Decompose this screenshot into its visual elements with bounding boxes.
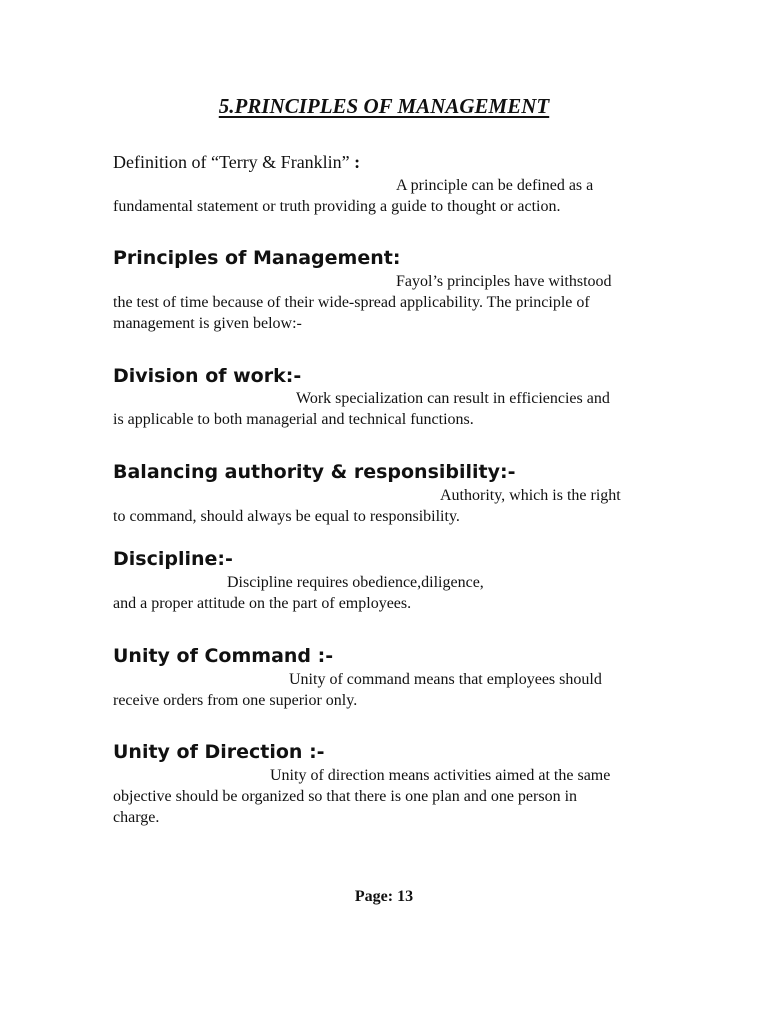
section-line: is applicable to both managerial and technical functions. — [113, 411, 474, 428]
page-title: 5.PRINCIPLES OF MANAGEMENT — [218, 94, 550, 118]
definition-line: fundamental statement or truth providing a guide to thought or action. — [113, 198, 561, 215]
section-line: Work specialization can result in efficiencies and — [296, 390, 610, 407]
section-line: management is given below:- — [113, 315, 302, 332]
definition-heading-colon: : — [354, 152, 361, 172]
section-line: to command, should always be equal to responsibility. — [113, 508, 460, 525]
section-line: objective should be organized so that there is one plan and one person in — [113, 788, 578, 805]
section-line: Unity of direction means activities aimed at the same — [270, 767, 611, 784]
section-line: charge. — [113, 809, 160, 826]
section-heading-principles: Principles of Management: — [113, 247, 401, 269]
section-line: Authority, which is the right — [440, 487, 621, 504]
page-number: Page: 13 — [354, 888, 414, 905]
section-heading-unity-of-direction: Unity of Direction :- — [113, 741, 325, 763]
section-line: receive orders from one superior only. — [113, 692, 358, 709]
section-heading-unity-of-command: Unity of Command :- — [113, 645, 334, 667]
section-line: Unity of command means that employees should — [289, 671, 602, 688]
section-line: Discipline requires obedience,diligence, — [227, 574, 484, 591]
definition-heading-text: Definition of “Terry & Franklin” — [113, 152, 355, 172]
section-line: Fayol’s principles have withstood — [396, 273, 612, 290]
section-heading-division-of-work: Division of work:- — [113, 365, 302, 387]
section-line: the test of time because of their wide-spread applicability. The principle of — [113, 294, 590, 311]
definition-line: A principle can be defined as a — [396, 177, 594, 194]
section-heading-discipline: Discipline:- — [113, 548, 233, 570]
section-line: and a proper attitude on the part of employees. — [113, 595, 412, 612]
section-heading-authority: Balancing authority & responsibility:- — [113, 461, 516, 483]
definition-heading — [113, 152, 360, 173]
